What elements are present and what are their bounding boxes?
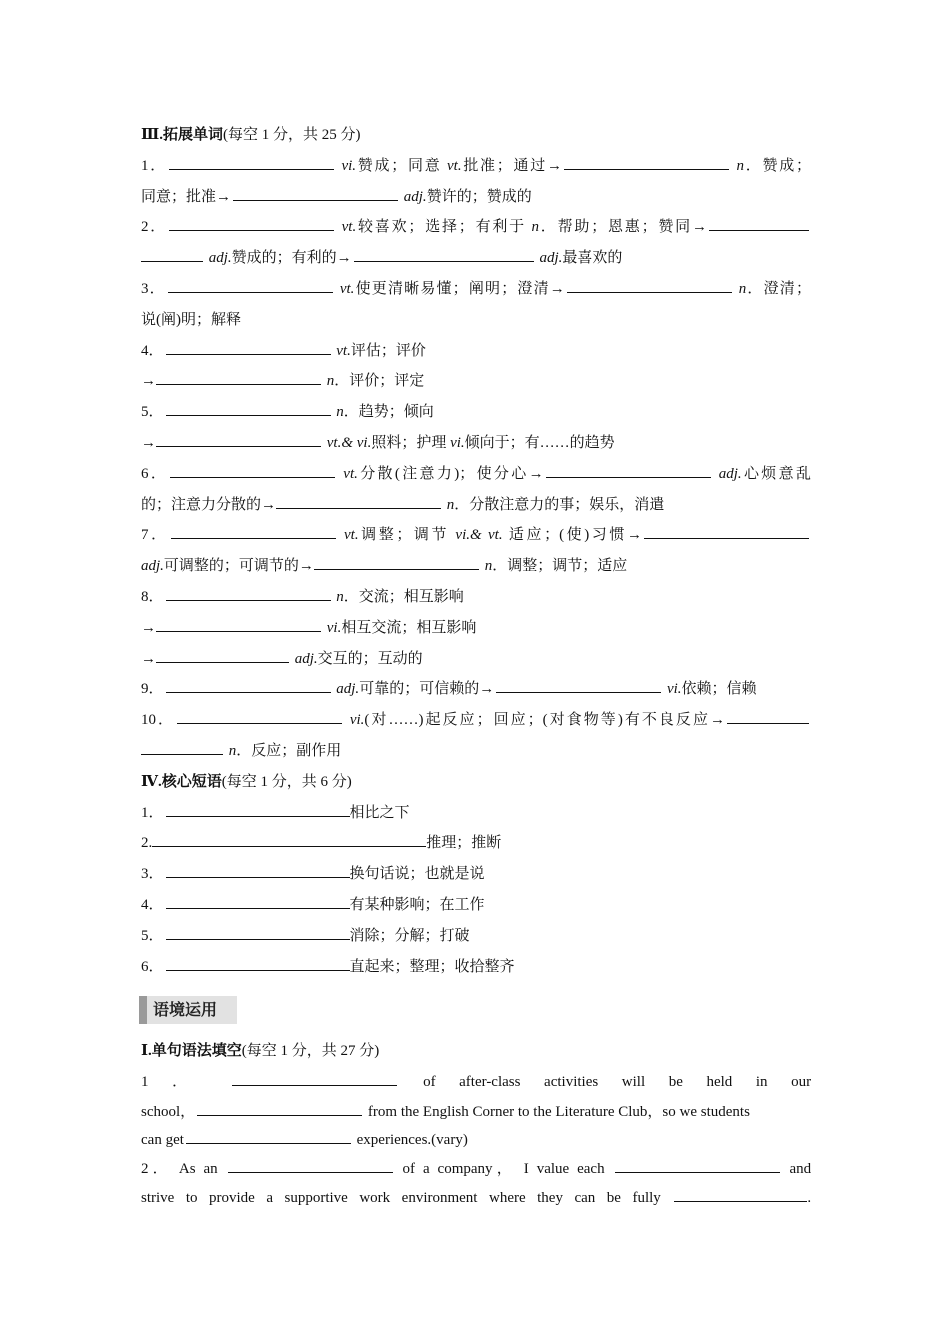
question-2-line-2 [141,1184,811,1212]
pos-label: vt. [447,157,462,174]
word-item-2 [141,212,811,243]
answer-blank[interactable] [168,278,333,293]
context-use-banner: 语境运用 [139,996,237,1024]
answer-blank[interactable] [354,247,534,262]
pos-label: n [326,373,335,390]
answer-blank[interactable] [186,1129,351,1144]
pos-label: adj. [141,558,164,575]
pos-label: vi. [341,157,357,174]
word-item-9 [141,674,811,705]
punctuation: . [807,1189,812,1206]
word-item-4 [141,336,811,367]
definition: ．澄清； [746,280,811,297]
definition: 赞成的；有利的→ [231,250,352,267]
phrase-item-5 [141,921,811,952]
pos-label: vi. [326,619,342,636]
pos-label: vi. [450,434,465,451]
word: environment [401,1189,478,1206]
pos-label: vi. [349,712,365,729]
definition: ．帮助；恩惠；赞同→ [539,219,707,236]
definition: 直起来；整理；收拾整齐 [349,958,515,975]
word-item-8 [141,582,811,613]
item-number: 6． [141,465,169,482]
answer-blank[interactable] [709,216,809,231]
sentence-text: school， [141,1103,196,1120]
item-number: 5． [141,404,164,421]
section-note: (每空 1 分，共 25 分) [223,127,361,143]
word-item-3 [141,274,811,305]
pos-label: adj. [539,250,563,267]
pos-label: vt. [339,280,355,297]
word: I [523,1160,529,1177]
word-item-2-cont [141,243,811,274]
definition: 换句话说；也就是说 [349,866,485,883]
pos-label: n [738,280,747,297]
definition: 照料；护理 [371,434,451,451]
pos-label: adj. [208,250,232,267]
word: will [621,1074,646,1091]
word-item-1-cont [141,182,811,213]
definition: 批准；通过→ [461,157,563,174]
answer-blank[interactable] [166,894,350,909]
pos-label: vi.& vt. [455,527,503,544]
definition: 相比之下 [349,804,410,821]
word: be [606,1189,621,1206]
answer-blank[interactable] [232,1071,397,1086]
definition: ．调整；调节；适应 [492,558,628,575]
answer-blank[interactable] [233,186,398,201]
answer-blank[interactable] [197,1101,362,1116]
arrow: → [141,373,156,390]
answer-blank[interactable] [674,1187,807,1202]
pos-label: adj. [294,650,318,667]
word-item-5 [141,397,811,428]
answer-blank[interactable] [156,617,321,632]
item-number: 2． [141,219,168,236]
answer-blank[interactable] [156,432,321,447]
phrase-item-4 [141,890,811,921]
definition: 交互的；互动的 [317,650,423,667]
item-number: 1． [141,804,164,821]
word: company， [437,1160,516,1177]
word: in [755,1074,768,1091]
definition: 赞许的；赞成的 [426,188,532,205]
item-number: 7． [141,527,169,544]
definition: 最喜欢的 [562,250,623,267]
item-number: 1． [141,157,167,174]
word: they [537,1189,563,1206]
answer-blank[interactable] [141,740,223,755]
answer-blank[interactable] [166,340,331,355]
definition: 同意；批准→ [141,188,232,205]
pos-label: n [228,742,237,759]
question-1-line-2 [141,1098,811,1126]
question-1-line-3 [141,1126,811,1154]
word: where [488,1189,526,1206]
pos-label: n [336,588,344,605]
pos-label: vt. [344,527,359,544]
word: each [577,1160,605,1177]
arrow: → [141,650,156,667]
definition: ．交流；相互影响 [343,588,464,605]
definition: 说(阐)明；解释 [141,311,241,328]
question-number: 2． [141,1160,172,1177]
definition: 依赖；信赖 [681,681,757,698]
answer-blank[interactable] [166,586,331,601]
phrase-item-1 [141,798,811,829]
pos-label: n [446,496,455,513]
definition: ．反应；副作用 [236,742,342,759]
answer-blank[interactable] [166,678,331,693]
word-item-8-cont [141,613,811,644]
definition: (对……)起反应；回应；(对食物等)有不良反应→ [364,712,725,729]
item-number: 4． [141,896,164,913]
pos-label: vi. [666,681,682,698]
answer-blank[interactable] [156,648,289,663]
definition: 倾向于；有……的趋势 [464,434,615,451]
answer-blank[interactable] [546,463,711,478]
pos-label: vt. [343,465,358,482]
word: fully [632,1189,661,1206]
sentence-text: can get [141,1131,184,1148]
item-number: 10． [141,712,176,729]
answer-blank[interactable] [564,155,729,170]
item-number: 6． [141,958,164,975]
definition: 可调整的；可调节的→ [163,558,314,575]
sentence-text: from the English Corner to the Literature Club，so we students [367,1103,750,1120]
pos-label: vt. [336,342,351,359]
answer-blank[interactable] [152,832,426,847]
word: of [423,1074,436,1091]
word: value [536,1160,570,1177]
item-number: 9． [141,681,164,698]
section-title: Ⅳ.核心短语 [141,773,222,790]
definition: ．分散注意力的事；娱乐，消遣 [454,496,665,513]
word-item-3-cont [141,305,811,336]
pos-label: vt. [341,219,357,236]
word: and [789,1160,812,1177]
definition: 的；注意力分散的→ [141,496,277,513]
definition: 评估；评价 [350,342,426,359]
item-number: 5． [141,927,164,944]
pos-label: n [531,219,540,236]
item-number: 3． [141,280,166,297]
pos-label: adj. [336,681,360,698]
answer-blank[interactable] [496,678,661,693]
word-item-10 [141,705,811,736]
word-item-6-cont [141,490,811,521]
answer-blank[interactable] [166,401,331,416]
answer-blank[interactable] [170,463,335,478]
arrow: → [141,434,156,451]
definition: 消除；分解；打破 [349,927,470,944]
definition: ．赞成； [744,157,811,174]
section-heading-grammar-fill [141,1036,811,1067]
definition: 使更清晰易懂；阐明；澄清→ [354,280,565,297]
word: after-class [459,1074,521,1091]
pos-label: n [736,157,745,174]
word: a [422,1160,430,1177]
definition: ．趋势；倾向 [343,404,434,421]
answer-blank[interactable] [727,709,809,724]
word-item-1 [141,151,811,182]
answer-blank[interactable] [166,863,350,878]
answer-blank[interactable] [644,524,809,539]
section-heading-expand-words [141,120,811,151]
question-1-line-1 [141,1067,811,1098]
definition: 赞成；同意 [356,157,447,174]
word: strive [141,1189,175,1206]
worksheet-page [141,120,811,1212]
item-number: 4． [141,342,164,359]
word: to [185,1189,198,1206]
pos-label: vt.& vi. [326,434,372,451]
answer-blank[interactable] [156,370,321,385]
answer-blank[interactable] [166,925,350,940]
word: held [706,1074,733,1091]
phrase-item-6 [141,952,811,983]
definition: 分散(注意力)；使分心→ [357,465,544,482]
answer-blank[interactable] [177,709,342,724]
definition: 有某种影响；在工作 [349,896,485,913]
item-number: 2. [141,835,153,852]
word: work [359,1189,391,1206]
word: activities [544,1074,599,1091]
pos-label: adj. [403,188,427,205]
phrase-item-2 [141,828,811,859]
word: a [266,1189,273,1206]
question-2-line-1 [141,1154,811,1184]
word: our [791,1074,812,1091]
answer-blank[interactable] [276,494,441,509]
word: supportive [284,1189,348,1206]
definition: 心烦意乱 [741,465,811,482]
word-item-7 [141,520,811,551]
answer-blank[interactable] [141,247,203,262]
definition: 可靠的；可信赖的→ [359,681,495,698]
word: be [668,1074,683,1091]
pos-label: adj. [718,465,742,482]
answer-blank[interactable] [166,802,350,817]
word-item-7-cont [141,551,811,582]
word-item-4-cont [141,366,811,397]
definition: 调整；调节 [358,527,456,544]
section-note: (每空 1 分，共 6 分) [221,773,352,790]
item-number: 8． [141,588,164,605]
answer-blank[interactable] [567,278,732,293]
sentence-text: experiences.(vary) [356,1131,468,1148]
definition: 适应；(使)习惯→ [502,527,642,544]
word: can [574,1189,596,1206]
item-number: 3． [141,866,164,883]
word: As [178,1160,196,1177]
answer-blank[interactable] [615,1158,780,1173]
answer-blank[interactable] [314,555,479,570]
word: an [203,1160,218,1177]
section-heading-core-phrases [141,767,811,798]
answer-blank[interactable] [169,216,334,231]
word-item-6 [141,459,811,490]
question-number: 1 [141,1074,149,1091]
question-number-dot: ． [172,1074,207,1091]
arrow: → [141,619,156,636]
answer-blank[interactable] [166,956,350,971]
definition: 较喜欢；选择；有利于 [356,219,532,236]
phrase-item-3 [141,859,811,890]
section-title: Ⅰ.单句语法填空 [141,1043,242,1060]
word-item-10-cont [141,736,811,767]
answer-blank[interactable] [228,1158,393,1173]
word: of [402,1160,416,1177]
answer-blank[interactable] [171,524,336,539]
definition: 相互交流；相互影响 [341,619,477,636]
word-item-5-cont [141,428,811,459]
section-title: Ⅲ.拓展单词 [141,127,224,143]
word-item-8-cont2 [141,644,811,675]
word: provide [209,1189,255,1206]
pos-label: n [336,404,344,421]
definition: 推理；推断 [426,835,502,852]
answer-blank[interactable] [169,155,334,170]
definition: ．评价；评定 [334,373,425,390]
pos-label: n [484,558,493,575]
section-note: (每空 1 分，共 27 分) [241,1043,380,1060]
